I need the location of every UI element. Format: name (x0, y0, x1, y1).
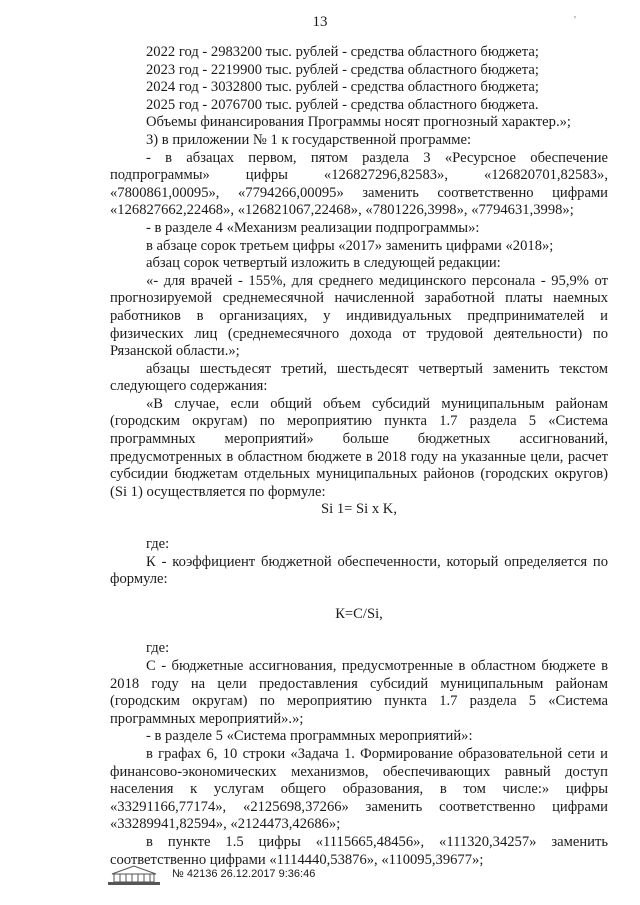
body-line: 2025 год - 2076700 тыс. рублей - средства областного бюджета. (146, 96, 539, 113)
page-number: 13 (312, 14, 328, 30)
body-line: - в разделе 4 «Механизм реализации подпрограммы»: (146, 219, 480, 236)
body-paragraph: абзацы шестьдесят третий, шестьдесят четвертый заменить текстом следующего содержания: (110, 360, 608, 395)
body-paragraph: «- для врачей - 155%, для среднего медицинского персонала - 95,9% от прогнозируемой среднемесячной начисленной заработной платы наемных работников в организациях, у индивидуальных предпринимателей и физических лиц (среднемесячного дохода от трудовой деятельности) по Рязанской области.»; (110, 272, 608, 360)
building-emblem-icon (106, 864, 162, 886)
body-paragraph: в пункте 1.5 цифры «1115665,48456», «111320,34257» заменить соответственно цифрами «1114440,53876», «110095,39677»; (110, 833, 608, 868)
body-line: - в разделе 5 «Система программных мероприятий»: (146, 728, 473, 745)
formula: Si 1= Si x K, (321, 501, 397, 518)
body-paragraph: «В случае, если общий объем субсидий муниципальным районам (городским округам) по мероприятию пункта 1.7 раздела 5 «Система программных мероприятий» больше бюджетных ассигнований, предусмотренных в областном бюджете в 2018 году на указанные цели, расчет субсидии бюджетам отдельных муниципальных районов (городских округов) (Si 1) осуществляется по формуле: (110, 395, 608, 500)
formula: К=С/Si, (335, 605, 383, 622)
body-paragraph: С - бюджетные ассигнования, предусмотренные в областном бюджете в 2018 году на цели предоставления субсидий муниципальным районам (городским округам) по мероприятию пункта 1.7 раздела 5 «Система программных мероприятий».»; (110, 658, 608, 727)
body-paragraph: в графах 6, 10 строки «Задача 1. Формирование образовательной сети и финансово-экономических механизмов, обеспечивающих равный доступ населения к услугам общего образования, в том числе:» цифры «33291166,77174», «2125698,37266» заменить соответственно цифрами «33289941,82594», «2124473,42686»; (110, 745, 608, 833)
body-line: Объемы финансирования Программы носят прогнозный характер.»; (146, 114, 571, 131)
body-paragraph: К - коэффициент бюджетной обеспеченности, который определяется по формуле: (110, 553, 608, 588)
body-line: 2024 год - 3032800 тыс. рублей - средства областного бюджета; (146, 79, 539, 96)
body-line: где: (146, 536, 170, 553)
corner-mark: ' (574, 14, 576, 26)
body-line: 2022 год - 2983200 тыс. рублей - средства областного бюджета; (146, 44, 539, 60)
body-line: 2023 год - 2219900 тыс. рублей - средства областного бюджета; (146, 61, 539, 78)
body-paragraph: - в абзацах первом, пятом раздела 3 «Ресурсное обеспечение подпрограммы» цифры «126827296,82583», «126820701,82583», «7800861,00095», «7794266,00095» заменить соответственно цифрами «126827662,22468», «126821067,22468», «7801226,3998», «7794631,3998»; (110, 149, 608, 219)
document-body (110, 44, 608, 869)
footer (106, 864, 406, 890)
body-line: в абзаце сорок третьем цифры «2017» заменить цифрами «2018»; (146, 237, 554, 254)
body-line: абзац сорок четвертый изложить в следующей редакции: (146, 255, 501, 272)
body-line: 3) в приложении № 1 к государственной программе: (146, 131, 472, 148)
body-line: где: (146, 640, 170, 657)
registration-stamp: № 42136 26.12.2017 9:36:46 (172, 868, 316, 880)
